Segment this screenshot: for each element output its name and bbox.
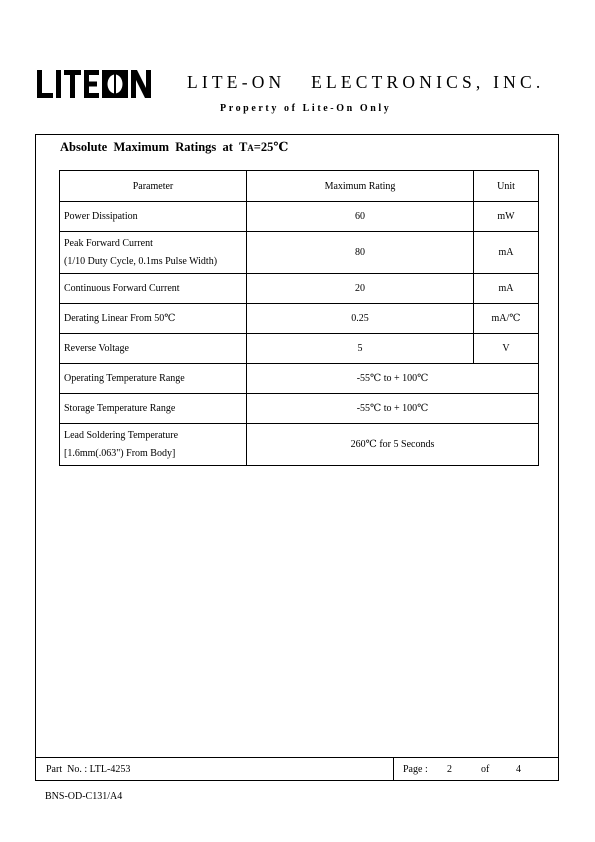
table-row <box>60 424 539 466</box>
header-parameter: Parameter <box>60 171 247 202</box>
part-number: Part No. : LTL-4253 <box>46 764 131 775</box>
row-parameter-line1: Lead Soldering Temperature <box>64 429 179 441</box>
row-parameter <box>60 424 247 466</box>
liteon-logo <box>37 70 151 98</box>
row-unit: V <box>474 334 539 364</box>
section-title <box>60 139 288 155</box>
page-label: Page : <box>403 764 428 775</box>
property-notice: Property of Lite-On Only <box>220 103 392 114</box>
row-unit: mA/℃ <box>474 304 539 334</box>
row-rating: 0.25 <box>247 304 474 334</box>
section-title-end: =25℃ <box>253 140 289 154</box>
section-title-subscript: A <box>247 143 254 153</box>
page-of-label: of <box>481 764 490 775</box>
table-row <box>60 304 539 334</box>
row-rating: 5 <box>247 334 474 364</box>
row-rating: 20 <box>247 274 474 304</box>
header-maximum-rating: Maximum Rating <box>247 171 474 202</box>
row-parameter: Operating Temperature Range <box>60 364 247 394</box>
table-row <box>60 274 539 304</box>
section-title-main: Absolute Maximum Ratings at T <box>60 140 248 154</box>
company-name: LITE-ON ELECTRONICS, INC. <box>187 72 545 92</box>
row-unit: mA <box>474 232 539 274</box>
table-row <box>60 364 539 394</box>
row-rating: -55℃ to + 100℃ <box>247 364 539 394</box>
row-unit: mW <box>474 202 539 232</box>
footer-divider-line <box>35 757 559 758</box>
row-parameter: Continuous Forward Current <box>60 274 247 304</box>
footer-column-divider <box>393 757 394 781</box>
table-row <box>60 232 539 274</box>
row-parameter: Power Dissipation <box>60 202 247 232</box>
row-parameter-line1: Peak Forward Current <box>64 237 153 249</box>
table-header-row <box>60 171 539 202</box>
page-total: 4 <box>516 764 521 775</box>
document-code: BNS-OD-C131/A4 <box>45 791 123 802</box>
row-rating: 60 <box>247 202 474 232</box>
row-parameter-line2: [1.6mm(.063") From Body] <box>64 447 176 459</box>
row-parameter: Derating Linear From 50℃ <box>60 304 247 334</box>
row-parameter: Storage Temperature Range <box>60 394 247 424</box>
table-row <box>60 334 539 364</box>
table-row <box>60 202 539 232</box>
row-parameter-line2: (1/10 Duty Cycle, 0.1ms Pulse Width) <box>64 255 218 267</box>
header-unit: Unit <box>474 171 539 202</box>
row-parameter <box>60 232 247 274</box>
ratings-table <box>59 170 539 466</box>
page-number: 2 <box>447 764 452 775</box>
row-rating: 80 <box>247 232 474 274</box>
row-rating: 260℃ for 5 Seconds <box>247 424 539 466</box>
table-row <box>60 394 539 424</box>
row-unit: mA <box>474 274 539 304</box>
row-parameter: Reverse Voltage <box>60 334 247 364</box>
row-rating: -55℃ to + 100℃ <box>247 394 539 424</box>
